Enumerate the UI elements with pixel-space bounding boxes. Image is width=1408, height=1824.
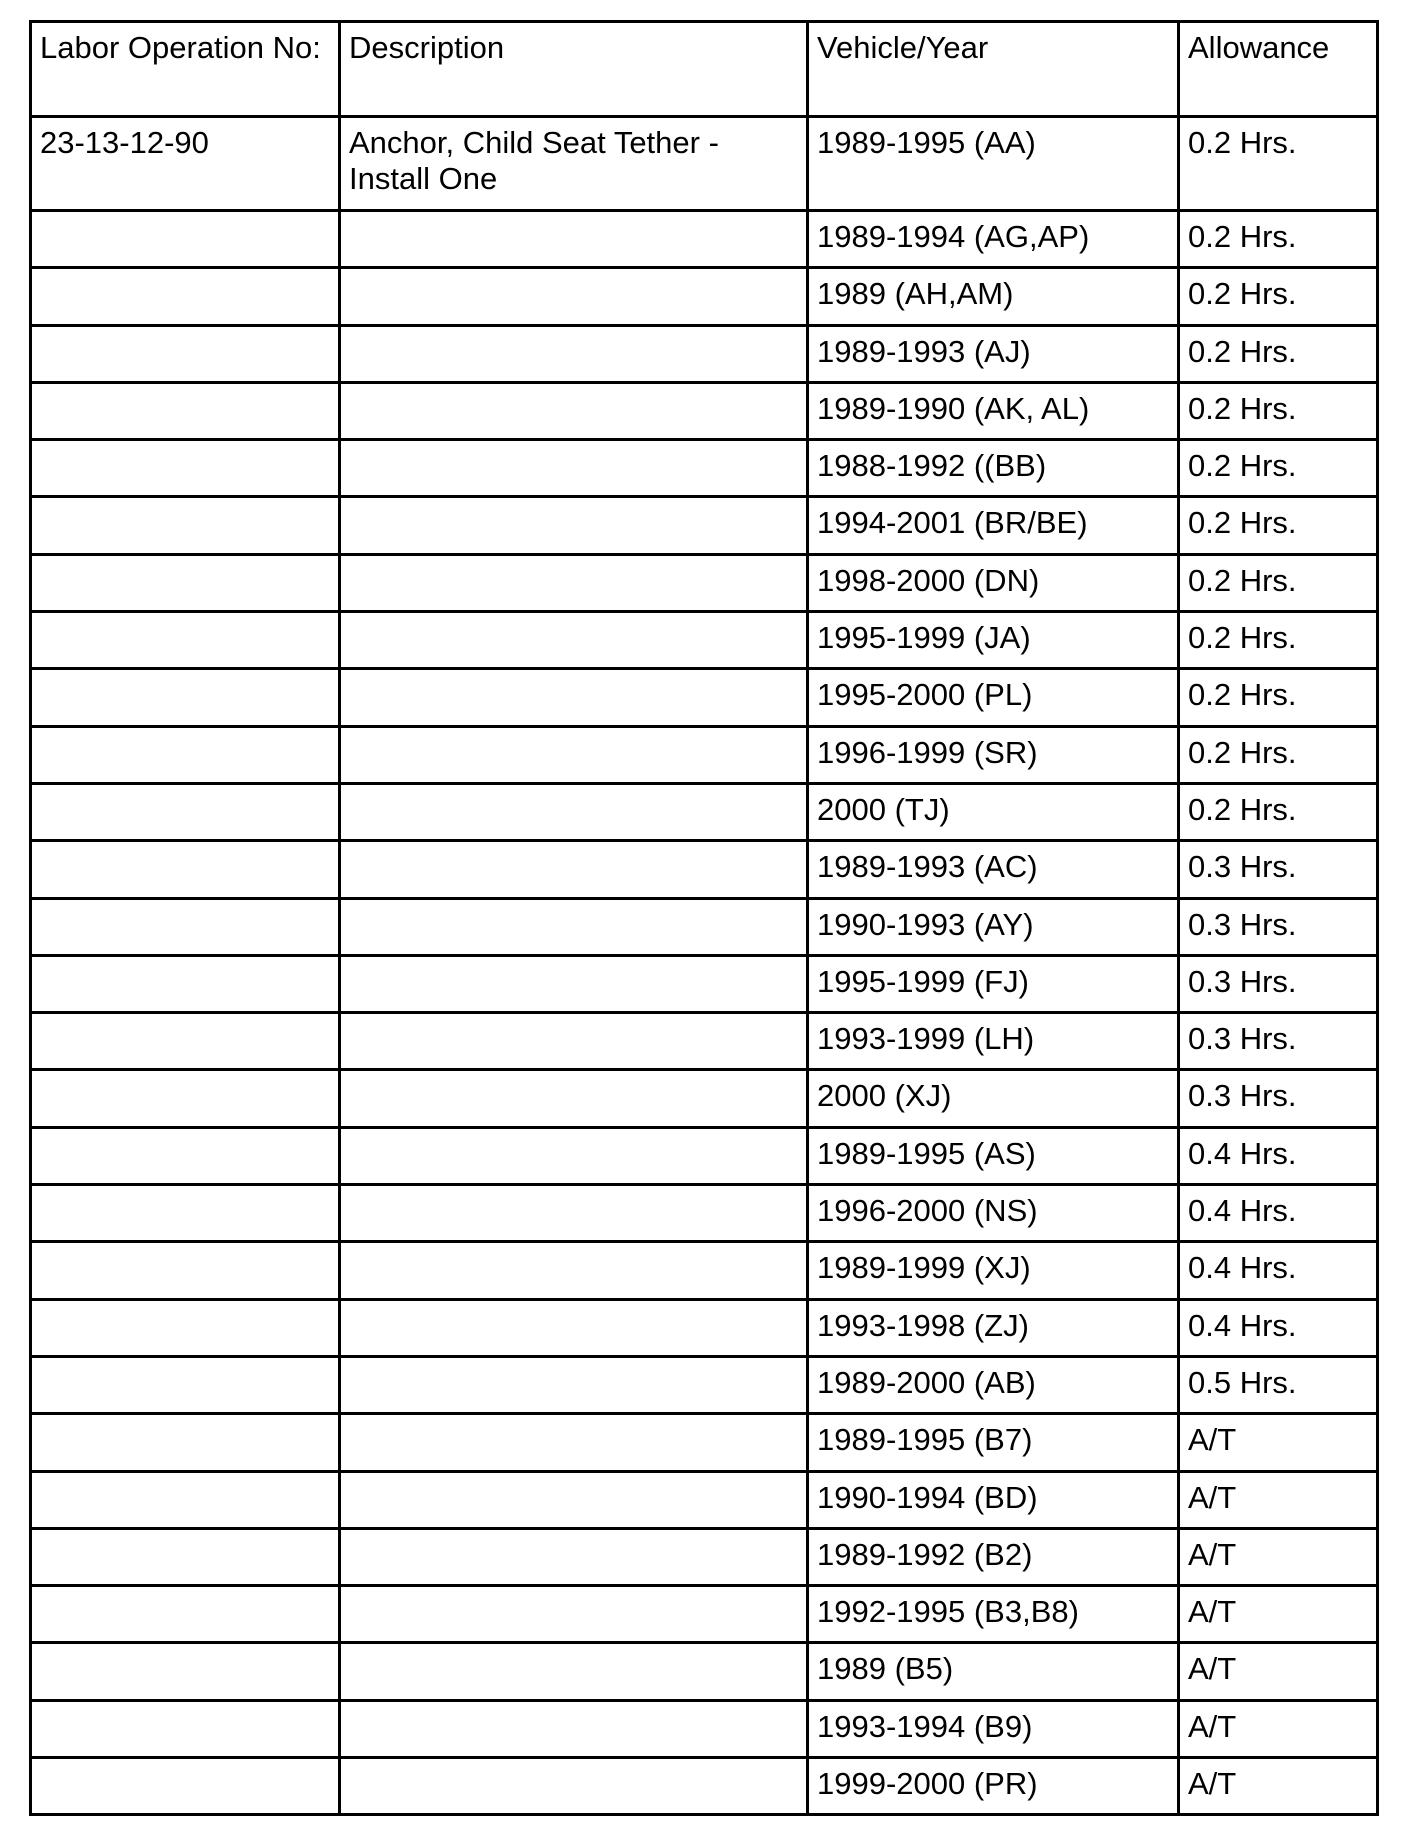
cell-allowance: 0.2 Hrs. <box>1179 783 1378 840</box>
cell-labor-operation <box>31 1013 340 1070</box>
table-row <box>31 117 1378 211</box>
cell-vehicle-year: 1995-1999 (FJ) <box>808 955 1179 1012</box>
cell-description <box>340 211 808 268</box>
cell-description <box>340 325 808 382</box>
cell-allowance: 0.2 Hrs. <box>1179 726 1378 783</box>
cell-allowance: 0.3 Hrs. <box>1179 898 1378 955</box>
cell-allowance: A/T <box>1179 1758 1378 1815</box>
table-row <box>31 211 1378 268</box>
cell-labor-operation <box>31 841 340 898</box>
cell-allowance: 0.4 Hrs. <box>1179 1242 1378 1299</box>
cell-allowance: A/T <box>1179 1471 1378 1528</box>
table-row <box>31 1013 1378 1070</box>
cell-description <box>340 726 808 783</box>
cell-vehicle-year: 1989-1993 (AJ) <box>808 325 1179 382</box>
cell-vehicle-year: 1989-1993 (AC) <box>808 841 1179 898</box>
cell-allowance: 0.2 Hrs. <box>1179 117 1378 211</box>
table-row <box>31 497 1378 554</box>
cell-labor-operation <box>31 1414 340 1471</box>
cell-vehicle-year: 1993-1999 (LH) <box>808 1013 1179 1070</box>
cell-labor-operation <box>31 669 340 726</box>
header-allowance: Allowance <box>1179 22 1378 117</box>
cell-vehicle-year: 1990-1993 (AY) <box>808 898 1179 955</box>
cell-labor-operation <box>31 726 340 783</box>
cell-description <box>340 1528 808 1585</box>
cell-vehicle-year: 1995-2000 (PL) <box>808 669 1179 726</box>
table-row <box>31 612 1378 669</box>
cell-labor-operation <box>31 1471 340 1528</box>
cell-description <box>340 440 808 497</box>
cell-vehicle-year: 1989-1995 (AS) <box>808 1127 1179 1184</box>
cell-description <box>340 841 808 898</box>
cell-vehicle-year: 1998-2000 (DN) <box>808 554 1179 611</box>
cell-description <box>340 268 808 325</box>
header-vehicle-year: Vehicle/Year <box>808 22 1179 117</box>
cell-vehicle-year: 1992-1995 (B3,B8) <box>808 1586 1179 1643</box>
cell-vehicle-year: 1989 (AH,AM) <box>808 268 1179 325</box>
cell-description <box>340 1643 808 1700</box>
cell-allowance: A/T <box>1179 1414 1378 1471</box>
cell-description <box>340 1242 808 1299</box>
header-description: Description <box>340 22 808 117</box>
header-row <box>31 22 1378 117</box>
cell-vehicle-year: 2000 (TJ) <box>808 783 1179 840</box>
cell-description <box>340 1414 808 1471</box>
table-row <box>31 1758 1378 1815</box>
cell-description <box>340 1471 808 1528</box>
cell-description <box>340 1700 808 1757</box>
cell-allowance: 0.2 Hrs. <box>1179 440 1378 497</box>
cell-description: Anchor, Child Seat Tether - Install One <box>340 117 808 211</box>
cell-labor-operation <box>31 1070 340 1127</box>
table-row <box>31 554 1378 611</box>
cell-description <box>340 1070 808 1127</box>
cell-labor-operation <box>31 1528 340 1585</box>
cell-labor-operation <box>31 1299 340 1356</box>
table-row <box>31 325 1378 382</box>
cell-allowance: 0.3 Hrs. <box>1179 841 1378 898</box>
table-row <box>31 1185 1378 1242</box>
cell-vehicle-year: 1989-1992 (B2) <box>808 1528 1179 1585</box>
cell-labor-operation <box>31 1700 340 1757</box>
cell-description <box>340 382 808 439</box>
cell-description <box>340 1127 808 1184</box>
table-row <box>31 1299 1378 1356</box>
cell-allowance: 0.2 Hrs. <box>1179 612 1378 669</box>
cell-labor-operation <box>31 955 340 1012</box>
cell-allowance: 0.2 Hrs. <box>1179 211 1378 268</box>
cell-allowance: 0.2 Hrs. <box>1179 325 1378 382</box>
cell-description <box>340 554 808 611</box>
cell-vehicle-year: 1993-1994 (B9) <box>808 1700 1179 1757</box>
cell-labor-operation <box>31 211 340 268</box>
cell-vehicle-year: 1996-1999 (SR) <box>808 726 1179 783</box>
cell-description <box>340 669 808 726</box>
cell-allowance: 0.5 Hrs. <box>1179 1356 1378 1413</box>
cell-description <box>340 612 808 669</box>
cell-labor-operation <box>31 440 340 497</box>
cell-description <box>340 955 808 1012</box>
cell-labor-operation <box>31 325 340 382</box>
cell-vehicle-year: 1994-2001 (BR/BE) <box>808 497 1179 554</box>
table-row <box>31 1643 1378 1700</box>
cell-description <box>340 783 808 840</box>
table-row <box>31 440 1378 497</box>
cell-vehicle-year: 1993-1998 (ZJ) <box>808 1299 1179 1356</box>
cell-labor-operation <box>31 898 340 955</box>
table-row <box>31 1356 1378 1413</box>
cell-labor-operation <box>31 1586 340 1643</box>
table-row <box>31 841 1378 898</box>
cell-vehicle-year: 1989-1995 (AA) <box>808 117 1179 211</box>
cell-allowance: 0.3 Hrs. <box>1179 955 1378 1012</box>
cell-labor-operation <box>31 1758 340 1815</box>
cell-labor-operation: 23-13-12-90 <box>31 117 340 211</box>
cell-description <box>340 1586 808 1643</box>
cell-vehicle-year: 1990-1994 (BD) <box>808 1471 1179 1528</box>
table-row <box>31 1070 1378 1127</box>
cell-labor-operation <box>31 1185 340 1242</box>
cell-description <box>340 1299 808 1356</box>
table-row <box>31 1127 1378 1184</box>
cell-allowance: 0.3 Hrs. <box>1179 1070 1378 1127</box>
table-row <box>31 1586 1378 1643</box>
cell-labor-operation <box>31 783 340 840</box>
cell-allowance: 0.2 Hrs. <box>1179 554 1378 611</box>
table-row <box>31 1700 1378 1757</box>
cell-labor-operation <box>31 1356 340 1413</box>
cell-allowance: 0.2 Hrs. <box>1179 669 1378 726</box>
cell-labor-operation <box>31 1643 340 1700</box>
cell-allowance: 0.2 Hrs. <box>1179 382 1378 439</box>
cell-vehicle-year: 1989-2000 (AB) <box>808 1356 1179 1413</box>
cell-description <box>340 1185 808 1242</box>
cell-labor-operation <box>31 497 340 554</box>
table-row <box>31 669 1378 726</box>
cell-labor-operation <box>31 268 340 325</box>
table-row <box>31 382 1378 439</box>
cell-vehicle-year: 2000 (XJ) <box>808 1070 1179 1127</box>
table-row <box>31 726 1378 783</box>
cell-allowance: A/T <box>1179 1643 1378 1700</box>
cell-allowance: A/T <box>1179 1700 1378 1757</box>
table-row <box>31 783 1378 840</box>
table-row <box>31 268 1378 325</box>
cell-vehicle-year: 1989-1995 (B7) <box>808 1414 1179 1471</box>
cell-vehicle-year: 1988-1992 ((BB) <box>808 440 1179 497</box>
cell-allowance: 0.4 Hrs. <box>1179 1299 1378 1356</box>
table-row <box>31 1471 1378 1528</box>
cell-vehicle-year: 1989-1999 (XJ) <box>808 1242 1179 1299</box>
table-row <box>31 1242 1378 1299</box>
cell-description <box>340 898 808 955</box>
cell-vehicle-year: 1995-1999 (JA) <box>808 612 1179 669</box>
header-labor-operation: Labor Operation No: <box>31 22 340 117</box>
table-row <box>31 1528 1378 1585</box>
cell-description <box>340 1758 808 1815</box>
cell-allowance: 0.2 Hrs. <box>1179 497 1378 554</box>
cell-allowance: 0.4 Hrs. <box>1179 1185 1378 1242</box>
cell-vehicle-year: 1989-1990 (AK, AL) <box>808 382 1179 439</box>
table-row <box>31 955 1378 1012</box>
cell-vehicle-year: 1989-1994 (AG,AP) <box>808 211 1179 268</box>
cell-allowance: A/T <box>1179 1586 1378 1643</box>
cell-vehicle-year: 1999-2000 (PR) <box>808 1758 1179 1815</box>
table-body <box>31 117 1378 1815</box>
cell-labor-operation <box>31 612 340 669</box>
cell-allowance: 0.4 Hrs. <box>1179 1127 1378 1184</box>
cell-description <box>340 1356 808 1413</box>
cell-labor-operation <box>31 1242 340 1299</box>
cell-labor-operation <box>31 1127 340 1184</box>
table-row <box>31 898 1378 955</box>
cell-labor-operation <box>31 554 340 611</box>
cell-allowance: 0.3 Hrs. <box>1179 1013 1378 1070</box>
cell-vehicle-year: 1996-2000 (NS) <box>808 1185 1179 1242</box>
cell-allowance: 0.2 Hrs. <box>1179 268 1378 325</box>
cell-description <box>340 1013 808 1070</box>
table-row <box>31 1414 1378 1471</box>
cell-description <box>340 497 808 554</box>
cell-allowance: A/T <box>1179 1528 1378 1585</box>
cell-labor-operation <box>31 382 340 439</box>
cell-vehicle-year: 1989 (B5) <box>808 1643 1179 1700</box>
labor-allowance-table <box>29 20 1379 1816</box>
